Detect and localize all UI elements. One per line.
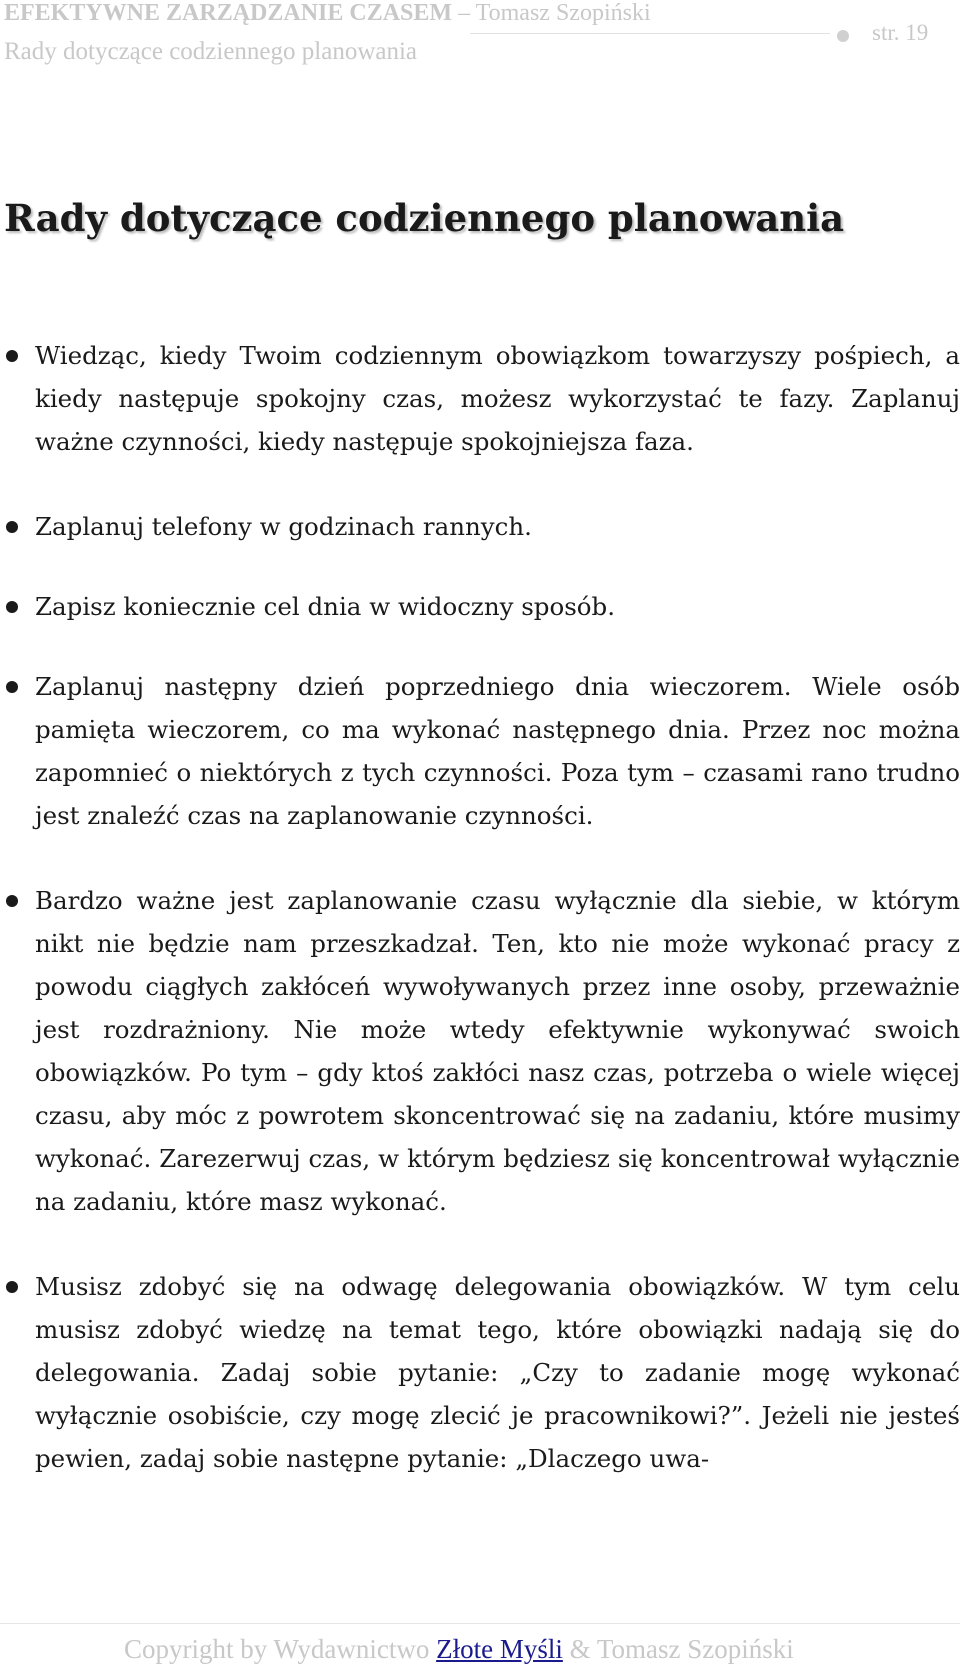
list-item-text: Zaplanuj następny dzień poprzedniego dnia wieczorem. Wiele osób pamięta wieczorem, co ma wykonać następnego dnia. Przez noc można zapomnieć o niektórych z tych czynności. Poza tym – czasami rano trudno jest znaleźć czas na zaplanowanie czynności. bbox=[35, 672, 960, 830]
list-item bbox=[0, 585, 960, 628]
list-item-text: Wiedząc, kiedy Twoim codziennym obowiązkom towarzyszy pośpiech, a kiedy następuje spokojny czas, możesz wykorzystać te fazy. Zaplanuj ważne czynności, kiedy następuje spokojniejsza faza. bbox=[35, 341, 960, 456]
list-item bbox=[0, 1265, 960, 1480]
page-title: Rady dotyczące codziennego planowania bbox=[4, 196, 845, 240]
bullet-list bbox=[0, 334, 960, 1522]
list-item bbox=[0, 505, 960, 548]
header-bullet-icon bbox=[837, 30, 849, 42]
list-item-text: Zapisz koniecznie cel dnia w widoczny sposób. bbox=[35, 592, 616, 621]
book-author: Tomasz Szopiński bbox=[475, 0, 651, 26]
running-header-section: Rady dotyczące codziennego planowania bbox=[4, 38, 418, 65]
bullet-icon bbox=[6, 1281, 18, 1293]
list-item bbox=[0, 879, 960, 1223]
copyright-prefix: Copyright by Wydawnictwo bbox=[124, 1634, 437, 1664]
list-item-text: Zaplanuj telefony w godzinach rannych. bbox=[35, 512, 532, 541]
list-item bbox=[0, 665, 960, 837]
copyright-suffix: & Tomasz Szopiński bbox=[562, 1634, 794, 1664]
bullet-icon bbox=[6, 681, 18, 693]
bullet-icon bbox=[6, 521, 18, 533]
list-item-text: Musisz zdobyć się na odwagę delegowania obowiązków. W tym celu musisz zdobyć wiedzę na temat tego, które obowiązki nadają się do delegowania. Zadaj sobie pytanie: „Czy to zadanie mogę wykonać wyłącznie osobiście, czy mogę zlecić je pracownikowi?”. Jeżeli nie jesteś pewien, zadaj sobie następne pytanie: „Dlaczego uwa- bbox=[35, 1272, 960, 1473]
footer-rule bbox=[0, 1623, 960, 1624]
list-item bbox=[0, 334, 960, 463]
page-footer bbox=[0, 1608, 960, 1665]
publisher-link[interactable]: Złote Myśli bbox=[436, 1634, 563, 1664]
book-title: EFEKTYWNE ZARZĄDZANIE CZASEM bbox=[4, 0, 453, 26]
copyright-line bbox=[124, 1634, 794, 1665]
list-item-text: Bardzo ważne jest zaplanowanie czasu wyłącznie dla siebie, w którym nikt nie będzie nam przeszkadzał. Ten, kto nie może wykonać pracy z powodu ciągłych zakłóceń wywoływanych przez inne osoby, przeważnie jest rozdrażniony. Nie może wtedy efektywnie wykonywać swoich obowiązków. Po tym – gdy ktoś zakłóci nasz czas, potrzeba o wiele więcej czasu, aby móc z powrotem skoncentrować się na zadaniu, które musimy wykonać. Zarezerwuj czas, w którym będziesz się koncentrował wyłącznie na zadaniu, które masz wykonać. bbox=[35, 886, 960, 1216]
page-header bbox=[0, 0, 960, 70]
header-dash: – bbox=[452, 0, 476, 26]
running-header-book bbox=[4, 0, 651, 27]
bullet-icon bbox=[6, 350, 18, 362]
bullet-icon bbox=[6, 895, 18, 907]
bullet-icon bbox=[6, 601, 18, 613]
header-rule bbox=[470, 33, 830, 34]
page-number: str. 19 bbox=[872, 20, 929, 45]
